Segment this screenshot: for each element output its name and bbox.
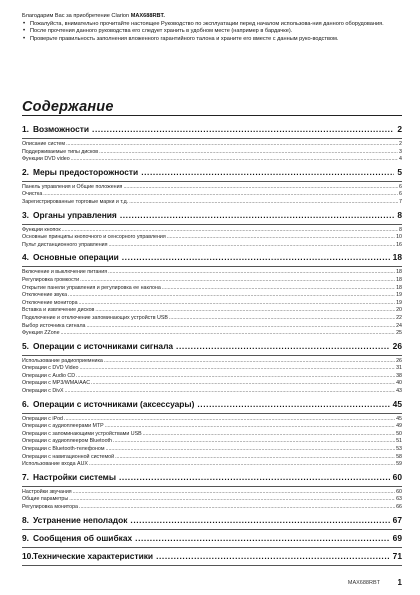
entry-title: Настройки звучания [22,488,72,495]
dot-leader [108,269,395,276]
chapter-title: Сообщения об ошибках [33,532,133,543]
toc-entry[interactable] [22,315,402,323]
toc-entry[interactable] [22,234,402,242]
chapter-title: Основные операции [33,252,119,263]
dot-leader [104,358,395,365]
chapter-number: 9. [22,532,29,543]
chapter-title: Возможности [33,124,90,134]
toc-chapter-line[interactable] [22,551,402,565]
toc-chapter-line[interactable] [22,515,402,529]
toc-chapter [22,551,402,566]
chapter-page: 8 [397,209,402,220]
chapter-page: 18 [392,252,402,263]
dot-leader [73,489,395,496]
dot-leader [156,551,390,561]
entry-page: 2 [399,141,402,147]
chapter-divider [22,355,402,356]
chapter-divider [22,547,402,548]
chapter-number: 2. [22,166,29,177]
dot-leader [95,307,395,314]
chapter-title: Меры предосторожности [33,166,139,177]
toc-entry[interactable] [22,446,402,454]
chapter-title: Настройки системы [33,471,116,482]
toc-entry[interactable] [22,461,402,469]
dot-leader [115,454,395,461]
footer-model: MAX688RBT [347,580,380,586]
entry-page: 7 [399,198,402,205]
entry-page: 16 [396,241,402,248]
chapter-number: 8. [22,514,29,525]
entry-title: Подключение и отключение запоминающих устройств USB [22,314,168,321]
dot-leader [123,184,398,191]
entry-page: 53 [396,446,402,453]
toc-chapter [22,399,402,469]
entry-title: Поддерживаемые типы дисков [22,148,99,155]
entry-title: Вставка и извлечение дисков [22,307,95,314]
entry-title: Зарегистрированные торговые марки и т.д. [22,198,129,205]
entry-page: 18 [396,284,402,291]
toc-entry[interactable] [22,438,402,446]
dot-leader [66,141,398,148]
intro-bullet: • Проверьте правильность заполнения вложенного гарантийного талона и храните его вместе с данным руко-водством. [22,36,400,44]
entry-title: Операции с Bluetooth-телефоном [22,446,105,453]
dot-leader [120,210,395,220]
dot-leader [130,515,389,525]
dot-leader [135,533,390,543]
entry-page: 43 [396,388,402,395]
toc-chapter-line[interactable] [22,210,402,224]
toc-chapter [22,515,402,530]
entry-page: 49 [396,423,402,430]
toc-chapter-line[interactable] [22,399,402,413]
thanks-line [22,13,400,21]
toc-chapter-line[interactable] [22,124,402,138]
chapter-page: 60 [392,471,402,482]
dot-leader [69,496,395,503]
entry-title: Функции DVD video [22,156,70,163]
entry-page: 59 [396,461,402,468]
entry-title: Использование радиоприемника [22,357,103,364]
chapter-page: 26 [392,340,402,351]
entry-page: 38 [396,372,402,379]
entry-page: 6 [399,191,402,198]
entry-title: Операции с Audio CD [22,372,76,379]
toc-entry[interactable] [22,373,402,381]
entry-page: 10 [396,234,402,241]
entry-title: Функции кнопок [22,226,61,233]
toc-entry[interactable] [22,423,402,431]
toc-chapter-line[interactable] [22,252,402,266]
model-name: MAX688RBT. [130,13,165,19]
toc-chapter-line[interactable] [22,533,402,547]
toc-entry[interactable] [22,323,402,331]
toc-entry[interactable] [22,454,402,462]
chapter-number: 1. [22,124,29,134]
dot-leader [79,300,396,307]
toc-entry[interactable] [22,358,402,366]
intro-bullet: • Пожалуйста, внимательно прочитайте настоящее Руководство по эксплуатации перед началом использова-ния данного оборудования. [22,21,400,29]
entry-page: 66 [396,504,402,510]
chapter-divider [22,138,402,139]
toc-entry[interactable] [22,504,402,512]
entry-page: 20 [396,307,402,314]
entry-title: Включение и выключение питания [22,269,108,276]
toc-entry[interactable] [22,285,402,293]
toc-chapter-line[interactable] [22,341,402,355]
entry-page: 19 [396,299,402,306]
entry-page: 8 [399,226,402,233]
entry-page: 63 [396,496,402,503]
toc-entry[interactable] [22,156,402,164]
toc-entry[interactable] [22,191,402,199]
dot-leader [91,380,395,387]
chapter-number: 10. [22,550,34,561]
entry-title: Использование входа AUX [22,461,88,468]
chapter-divider [22,565,402,566]
toc-entry[interactable] [22,416,402,424]
entry-page: 6 [399,183,402,190]
toc-entry[interactable] [22,242,402,250]
chapter-divider [22,266,402,267]
toc-chapter [22,210,402,250]
toc-entry[interactable] [22,141,402,149]
toc-entry[interactable] [22,149,402,157]
dot-leader [76,373,395,380]
thanks-text: Благодарим Вас за приобретение Clarion [22,13,131,19]
toc-title: Содержание [22,99,114,115]
toc-entry[interactable] [22,292,402,300]
toc-chapter [22,252,402,337]
entry-page: 58 [396,453,402,460]
dot-leader [92,124,394,134]
chapter-divider [22,224,402,225]
chapter-page: 67 [392,514,402,525]
dot-leader [169,315,395,322]
entry-title: Регулировка монитора [22,504,78,510]
dot-leader [122,252,390,262]
entry-title: Функция ZZone [22,330,60,337]
dot-leader [197,399,389,409]
toc-entry[interactable] [22,380,402,388]
dot-leader [143,431,395,438]
entry-page: 40 [396,380,402,387]
chapter-title: Операции с источниками (аксессуары) [33,398,195,409]
chapter-divider [22,529,402,530]
toc-chapter-line[interactable] [22,472,402,486]
entry-title: Операции с DVD Video [22,365,79,372]
chapter-divider [22,486,402,487]
toc-chapter [22,167,402,207]
chapter-page: 45 [392,398,402,409]
dot-leader [68,292,395,299]
entry-page: 31 [396,365,402,372]
entry-page: 51 [396,438,402,445]
chapter-page: 5 [397,166,402,177]
title-divider [22,115,402,116]
dot-leader [86,323,395,330]
toc-entry[interactable] [22,388,402,396]
intro-bullet: • После прочтения данного руководства его следует хранить в удобном месте (например в бардачке). [22,28,400,36]
entry-page: 26 [396,357,402,364]
chapter-page: 2 [397,124,402,134]
dot-leader [167,234,395,241]
entry-title: Выбор источника сигнала [22,322,86,329]
entry-page: 3 [399,148,402,155]
chapter-title: Технические характеристики [33,550,154,561]
dot-leader [141,167,394,177]
dot-leader [62,227,398,234]
toc-entry[interactable] [22,277,402,285]
chapter-number: 5. [22,340,29,351]
chapter-page: 71 [392,550,402,561]
toc-chapter [22,472,402,512]
entry-page: 4 [399,156,402,163]
entry-page: 18 [396,276,402,283]
toc-entry[interactable] [22,307,402,315]
entry-title: Пульт дистанционного управления [22,241,108,248]
dot-leader [65,388,396,395]
chapter-title: Устранение неполадок [33,514,128,525]
entry-title: Описание систем [22,141,66,147]
entry-title: Отключение звука [22,292,68,299]
entry-title: Основные принципы кнопочного и сенсорного управления [22,234,166,241]
chapter-number: 7. [22,471,29,482]
dot-leader [79,365,395,372]
dot-leader [99,149,398,156]
entry-title: Общие параметры [22,496,69,503]
toc-entry[interactable] [22,365,402,373]
dot-leader [64,416,395,423]
toc-entry[interactable] [22,227,402,235]
entry-title: Регулировка громкости [22,276,80,283]
page-footer [0,578,420,590]
toc-entry[interactable] [22,431,402,439]
intro-bullets [22,21,400,44]
toc-entry[interactable] [22,330,402,338]
entry-title: Операции с аудиоплеерами MTP [22,423,104,430]
dot-leader [105,423,395,430]
toc-entry[interactable] [22,489,402,497]
toc-entry[interactable] [22,300,402,308]
dot-leader [89,461,395,468]
entry-title: Очистка [22,191,43,198]
entry-title: Открытие панели управления и регулировка ее наклона [22,284,161,291]
entry-title: Операции с iPod [22,415,63,422]
entry-page: 19 [396,292,402,299]
chapter-divider [22,413,402,414]
chapter-number: 6. [22,398,29,409]
toc-entry[interactable] [22,269,402,277]
page-number: 1 [397,578,402,587]
dot-leader [176,341,390,351]
entry-title: Операции с MP3/WMA/AAC [22,380,91,387]
toc-chapter [22,341,402,396]
dot-leader [43,191,398,198]
dot-leader [106,446,396,453]
dot-leader [113,438,395,445]
toc-chapter-line[interactable] [22,167,402,181]
entry-page: 22 [396,314,402,321]
entry-page: 24 [396,322,402,329]
entry-page: 25 [396,330,402,337]
entry-page: 50 [396,430,402,437]
chapter-number: 3. [22,209,29,220]
entry-title: Отключение монитора [22,299,78,306]
chapter-number: 4. [22,252,29,263]
dot-leader [80,277,395,284]
chapter-title: Операции с источниками сигнала [33,340,174,351]
dot-leader [71,156,398,163]
chapter-divider [22,181,402,182]
dot-leader [108,242,395,249]
dot-leader [129,199,398,206]
intro-block [22,13,400,43]
dot-leader [162,285,395,292]
toc-chapter [22,533,402,548]
entry-title: Операции с аудиоплеером Bluetooth [22,438,112,445]
entry-page: 18 [396,269,402,276]
dot-leader [119,472,390,482]
dot-leader [61,330,396,337]
entry-page: 45 [396,415,402,422]
chapter-page: 69 [392,532,402,543]
toc-chapter [22,124,402,164]
toc-entry[interactable] [22,199,402,207]
dot-leader [79,504,395,511]
toc-entry[interactable] [22,184,402,192]
toc-entry[interactable] [22,496,402,504]
entry-title: Операции с запоминающими устройствами USB [22,430,142,437]
table-of-contents [22,121,402,568]
entry-title: Панель управления и Общие положения [22,183,123,190]
chapter-title: Органы управления [33,209,117,220]
entry-title: Операции с навигационной системой [22,453,115,460]
entry-title: Операции с DivX [22,388,64,395]
entry-page: 60 [396,488,402,495]
